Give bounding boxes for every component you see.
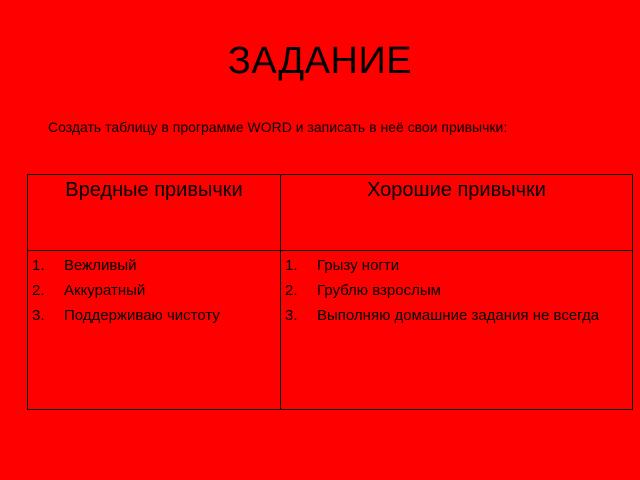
list-item-text: Вежливый bbox=[64, 257, 137, 274]
good-habits-list bbox=[281, 257, 632, 324]
list-item-number: 2. bbox=[285, 282, 298, 299]
list-item-text: Грызу ногти bbox=[317, 257, 400, 274]
task-description: Создать таблицу в программе WORD и записать в неё свои привычки: bbox=[48, 119, 508, 135]
list-item-number: 2. bbox=[32, 282, 45, 299]
list-item bbox=[281, 307, 632, 324]
table-header-row bbox=[28, 175, 633, 251]
slide-title: ЗАДАНИЕ bbox=[227, 40, 413, 82]
header-bad-habits: Вредные привычки bbox=[28, 175, 281, 251]
list-item bbox=[28, 257, 280, 274]
list-item-number: 1. bbox=[285, 257, 298, 274]
bad-habits-cell bbox=[28, 251, 281, 410]
list-item bbox=[28, 307, 280, 324]
list-item bbox=[28, 282, 280, 299]
good-habits-cell bbox=[281, 251, 633, 410]
list-item-text: Аккуратный bbox=[64, 282, 146, 299]
list-item-text: Поддерживаю чистоту bbox=[64, 307, 220, 324]
habits-table bbox=[27, 174, 633, 410]
list-item-number: 3. bbox=[285, 307, 298, 324]
list-item bbox=[281, 257, 632, 274]
list-item-number: 3. bbox=[32, 307, 45, 324]
header-good-habits: Хорошие привычки bbox=[281, 175, 633, 251]
list-item-text: Выполняю домашние задания не всегда bbox=[317, 307, 600, 324]
list-item-number: 1. bbox=[32, 257, 45, 274]
list-item bbox=[281, 282, 632, 299]
list-item-text: Грублю взрослым bbox=[317, 282, 441, 299]
table-body-row bbox=[28, 251, 633, 410]
bad-habits-list bbox=[28, 257, 280, 324]
